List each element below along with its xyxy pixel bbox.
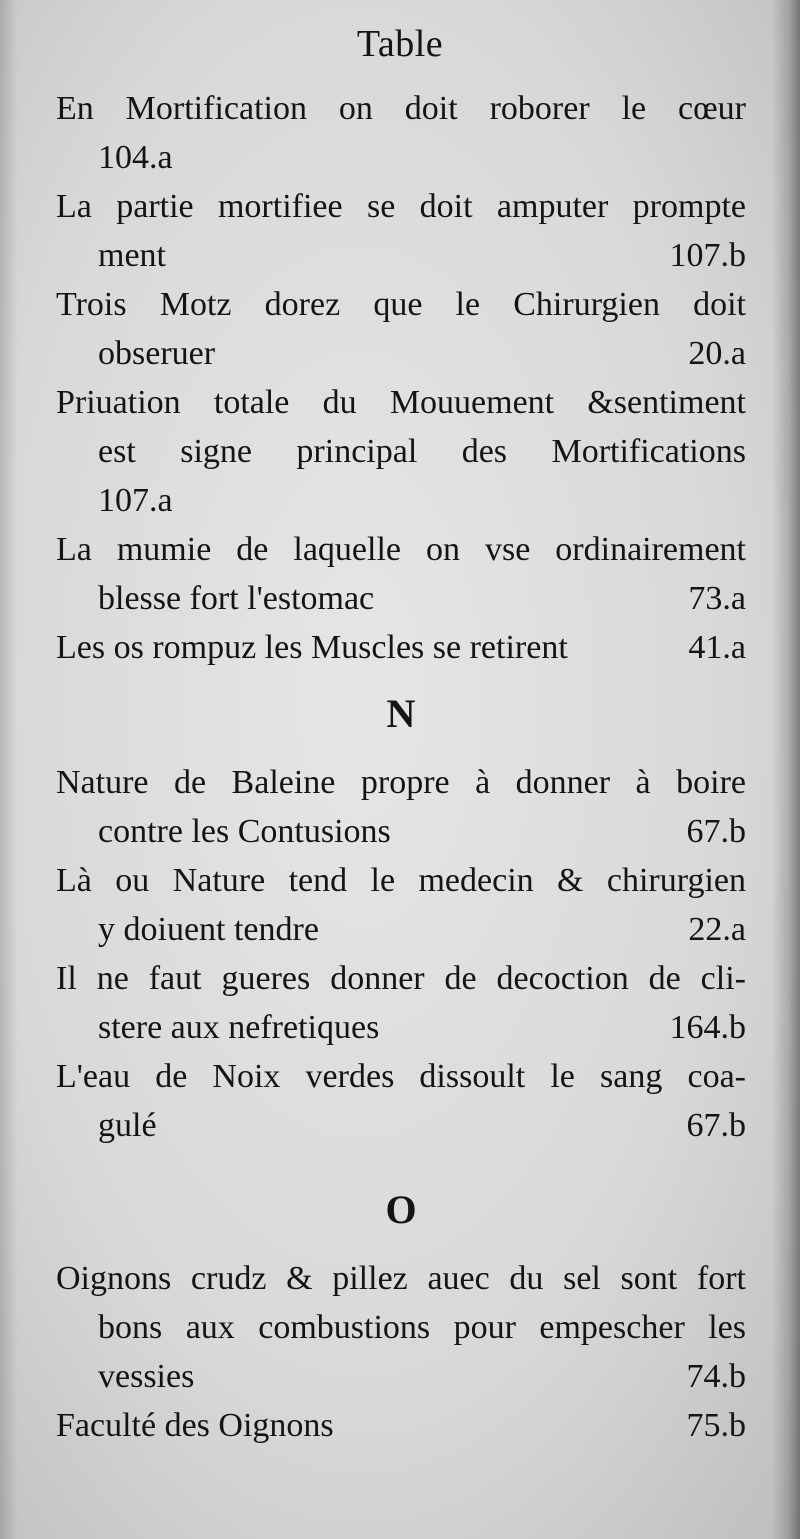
entry-text: L'eau de Noix verdes dissoult le sang coa-	[56, 1058, 746, 1095]
index-entry	[56, 182, 746, 280]
section-letter-o: O	[385, 1187, 417, 1232]
entry-text: obseruer	[98, 335, 216, 372]
index-content	[56, 84, 746, 1450]
page-reference: 20.a	[688, 335, 746, 372]
entry-text: y doiuent tendre	[98, 911, 319, 948]
page-reference: 107.b	[669, 237, 746, 274]
index-entry	[56, 1052, 746, 1150]
section-letter-n: N	[386, 691, 416, 736]
entry-text: La partie mortifiee se doit amputer prompte	[56, 188, 746, 225]
page-reference: 164.b	[669, 1009, 746, 1046]
entry-text: Nature de Baleine propre à donner à boire	[56, 764, 746, 801]
entry-text: Trois Motz dorez que le Chirurgien doit	[56, 286, 746, 323]
running-head: Table	[356, 23, 444, 65]
page-reference: 67.b	[686, 813, 746, 850]
page-reference: 22.a	[688, 911, 746, 948]
section-gap	[56, 1150, 746, 1168]
index-entry	[56, 280, 746, 378]
index-entry	[56, 1401, 746, 1450]
entry-text: contre les Contusions	[98, 813, 391, 850]
index-entry	[56, 856, 746, 954]
entry-text: vessies	[98, 1358, 195, 1395]
index-entry	[56, 758, 746, 856]
entry-text: Priuation totale du Mouuement &sentiment	[56, 384, 746, 421]
index-entry	[56, 1254, 746, 1401]
index-entry	[56, 623, 746, 672]
page-reference: 104.a	[98, 139, 173, 176]
page-reference: 74.b	[686, 1358, 746, 1395]
entry-text: blesse fort l'estomac	[98, 580, 375, 617]
page-reference: 41.a	[688, 629, 746, 666]
entry-text: stere aux nefretiques	[98, 1009, 380, 1046]
entry-text: bons aux combustions pour empescher les	[98, 1309, 746, 1346]
page-shadow-right	[772, 0, 800, 1539]
entry-text: En Mortification on doit roborer le cœur	[56, 90, 746, 127]
entry-text: ment	[98, 237, 166, 274]
page-reference: 75.b	[686, 1407, 746, 1444]
index-entry	[56, 954, 746, 1052]
entry-text: gulé	[98, 1107, 157, 1144]
page-reference: 73.a	[688, 580, 746, 617]
entry-text: La mumie de laquelle on vse ordinairement	[56, 531, 746, 568]
page-reference: 107.a	[98, 482, 173, 519]
page-shadow-left	[0, 0, 18, 1539]
entry-text: Oignons crudz & pillez auec du sel sont fort	[56, 1260, 746, 1297]
entry-text: est signe principal des Mortifications	[98, 433, 746, 470]
entry-text: Les os rompuz les Muscles se retirent	[56, 629, 568, 666]
index-entry	[56, 378, 746, 525]
index-entry	[56, 84, 746, 182]
entry-text: Là ou Nature tend le medecin & chirurgien	[56, 862, 746, 899]
entry-text: Faculté des Oignons	[56, 1407, 334, 1444]
entry-text: Il ne faut gueres donner de decoction de cli-	[56, 960, 746, 997]
page-reference: 67.b	[686, 1107, 746, 1144]
index-entry	[56, 525, 746, 623]
